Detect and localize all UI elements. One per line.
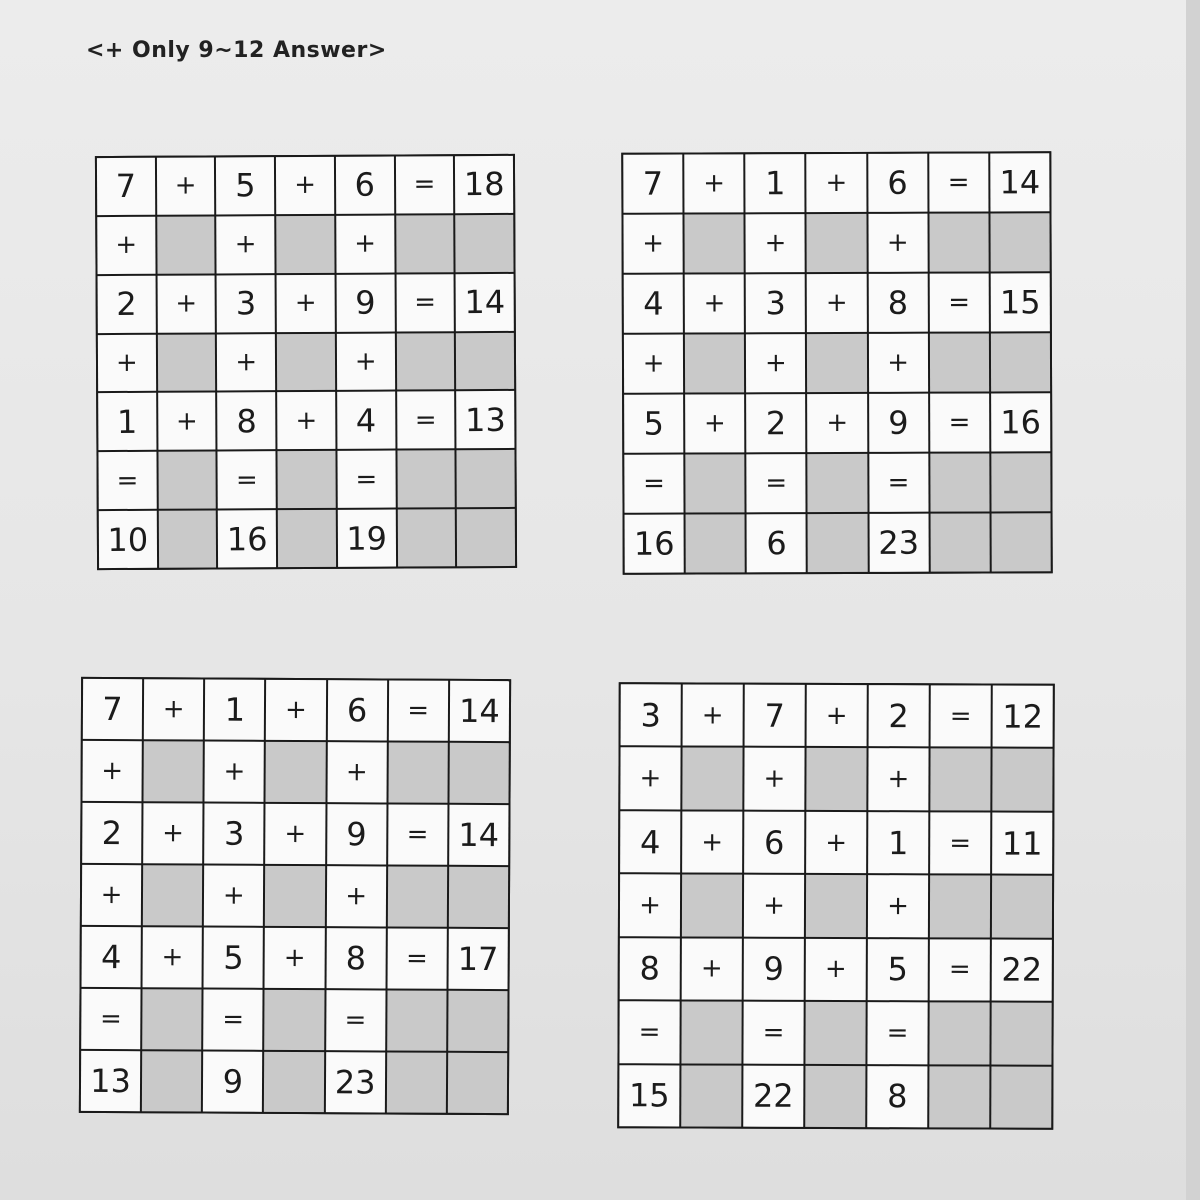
shaded-cell <box>991 513 1050 571</box>
shaded-cell <box>276 216 334 273</box>
plus-sign-cell: + <box>807 274 866 332</box>
plus-sign-cell: + <box>620 748 680 810</box>
plus-sign-cell: + <box>143 803 202 863</box>
sum-cell: 8 <box>867 1066 927 1128</box>
shaded-cell <box>396 333 454 390</box>
shaded-cell <box>387 1052 446 1112</box>
number-cell: 2 <box>869 685 929 747</box>
plus-sign-cell: + <box>685 394 744 452</box>
plus-sign-cell: + <box>624 335 683 393</box>
plus-sign-cell: + <box>276 157 334 214</box>
number-cell: 9 <box>336 274 394 331</box>
plus-sign-cell: + <box>158 393 216 450</box>
plus-sign-cell: + <box>266 680 325 740</box>
plus-sign-cell: + <box>265 928 324 988</box>
shaded-cell <box>930 876 990 938</box>
number-cell: 7 <box>83 679 142 739</box>
sum-cell: 22 <box>992 939 1052 1001</box>
shaded-cell <box>388 866 447 926</box>
equals-sign-cell: = <box>387 928 446 988</box>
number-cell: 4 <box>82 927 141 987</box>
number-cell: 7 <box>623 155 682 213</box>
shaded-cell <box>992 749 1052 811</box>
shaded-cell <box>278 451 336 508</box>
sum-cell: 14 <box>990 153 1049 211</box>
plus-sign-cell: + <box>97 217 155 274</box>
number-cell: 6 <box>336 157 394 214</box>
equals-sign-cell: = <box>930 939 990 1001</box>
number-cell: 4 <box>620 811 680 873</box>
plus-sign-cell: + <box>336 215 394 272</box>
number-cell: 5 <box>868 939 928 1001</box>
number-cell: 8 <box>218 393 276 450</box>
equals-sign-cell: = <box>869 454 928 512</box>
puzzle-grid-3 <box>79 677 511 1115</box>
number-cell: 9 <box>869 394 928 452</box>
shaded-cell <box>388 742 447 802</box>
puzzle-grid-2 <box>621 151 1052 574</box>
plus-sign-cell: + <box>868 334 927 392</box>
shaded-cell <box>991 1066 1051 1128</box>
plus-sign-cell: + <box>682 811 742 873</box>
number-cell: 3 <box>217 275 275 332</box>
shaded-cell <box>929 213 988 271</box>
sum-cell: 13 <box>456 391 514 448</box>
shaded-cell <box>991 453 1050 511</box>
plus-sign-cell: + <box>868 214 927 272</box>
shaded-cell <box>685 454 744 512</box>
shaded-cell <box>808 514 867 572</box>
sum-cell: 16 <box>625 515 684 573</box>
equals-sign-cell: = <box>98 452 156 509</box>
number-cell: 4 <box>624 275 683 333</box>
equals-sign-cell: = <box>388 804 447 864</box>
shaded-cell <box>456 332 514 389</box>
plus-sign-cell: + <box>217 334 275 391</box>
plus-sign-cell: + <box>326 866 385 926</box>
number-cell: 4 <box>337 392 395 449</box>
number-cell: 3 <box>621 684 681 746</box>
shaded-cell <box>396 215 454 272</box>
number-cell: 2 <box>98 275 156 332</box>
plus-sign-cell: + <box>157 275 215 332</box>
number-cell: 6 <box>868 154 927 212</box>
shaded-cell <box>929 1066 989 1128</box>
sum-cell: 14 <box>450 681 509 741</box>
equals-sign-cell: = <box>747 454 806 512</box>
plus-sign-cell: + <box>807 685 867 747</box>
shaded-cell <box>448 1053 507 1113</box>
sum-cell: 12 <box>993 686 1053 748</box>
plus-sign-cell: + <box>157 157 215 214</box>
plus-sign-cell: + <box>217 216 275 273</box>
plus-sign-cell: + <box>337 333 395 390</box>
number-cell: 1 <box>868 812 928 874</box>
equals-sign-cell: = <box>930 393 989 451</box>
equals-sign-cell: = <box>395 156 453 213</box>
equals-sign-cell: = <box>931 685 991 747</box>
equals-sign-cell: = <box>929 153 988 211</box>
shaded-cell <box>681 1002 741 1064</box>
number-cell: 7 <box>97 158 155 215</box>
number-cell: 1 <box>746 154 805 212</box>
sum-cell: 6 <box>747 514 806 572</box>
number-cell: 1 <box>98 393 156 450</box>
page-heading: <+ Only 9~12 Answer> <box>86 38 387 63</box>
number-cell: 6 <box>744 812 804 874</box>
equals-sign-cell: = <box>397 392 455 449</box>
sum-cell: 16 <box>991 393 1050 451</box>
puzzle-grid-1 <box>95 154 517 570</box>
shaded-cell <box>449 743 508 803</box>
number-cell: 3 <box>746 274 805 332</box>
number-cell: 3 <box>204 804 263 864</box>
number-cell: 1 <box>205 680 264 740</box>
shaded-cell <box>265 990 324 1050</box>
plus-sign-cell: + <box>808 394 867 452</box>
equals-sign-cell: = <box>203 990 262 1050</box>
sum-cell: 9 <box>203 1052 262 1112</box>
shaded-cell <box>808 454 867 512</box>
number-cell: 5 <box>216 157 274 214</box>
shaded-cell <box>158 334 216 391</box>
shaded-cell <box>685 214 744 272</box>
shaded-cell <box>686 514 745 572</box>
shaded-cell <box>805 1002 865 1064</box>
shaded-cell <box>449 867 508 927</box>
puzzle-grid-4 <box>617 682 1055 1130</box>
equals-sign-cell: = <box>929 273 988 331</box>
page-edge <box>1186 0 1200 1200</box>
sum-cell: 18 <box>455 156 513 213</box>
plus-sign-cell: + <box>620 875 680 937</box>
shaded-cell <box>685 334 744 392</box>
plus-sign-cell: + <box>327 742 386 802</box>
plus-sign-cell: + <box>277 392 335 449</box>
shaded-cell <box>142 989 201 1049</box>
number-cell: 5 <box>204 928 263 988</box>
shaded-cell <box>448 991 507 1051</box>
shaded-cell <box>387 990 446 1050</box>
shaded-cell <box>142 1051 201 1111</box>
plus-sign-cell: + <box>144 679 203 739</box>
shaded-cell <box>930 749 990 811</box>
number-cell: 2 <box>82 803 141 863</box>
equals-sign-cell: = <box>624 455 683 513</box>
sum-cell: 13 <box>81 1051 140 1111</box>
shaded-cell <box>278 510 336 567</box>
shaded-cell <box>266 742 325 802</box>
sum-cell: 11 <box>992 812 1052 874</box>
equals-sign-cell: = <box>337 451 395 508</box>
sum-cell: 22 <box>743 1065 803 1127</box>
shaded-cell <box>277 333 335 390</box>
sum-cell: 14 <box>456 274 514 331</box>
number-cell: 2 <box>746 394 805 452</box>
plus-sign-cell: + <box>744 748 804 810</box>
shaded-cell <box>930 333 989 391</box>
equals-sign-cell: = <box>218 451 276 508</box>
plus-sign-cell: + <box>685 274 744 332</box>
plus-sign-cell: + <box>746 334 805 392</box>
shaded-cell <box>397 509 455 566</box>
shaded-cell <box>682 875 742 937</box>
equals-sign-cell: = <box>619 1001 679 1063</box>
number-cell: 9 <box>744 938 804 1000</box>
shaded-cell <box>806 875 866 937</box>
sum-cell: 16 <box>218 510 276 567</box>
plus-sign-cell: + <box>682 938 742 1000</box>
number-cell: 6 <box>327 680 386 740</box>
equals-sign-cell: = <box>396 274 454 331</box>
sum-cell: 23 <box>325 1052 384 1112</box>
equals-sign-cell: = <box>867 1002 927 1064</box>
shaded-cell <box>143 865 202 925</box>
plus-sign-cell: + <box>266 804 325 864</box>
shaded-cell <box>929 1002 989 1064</box>
sum-cell: 17 <box>448 929 507 989</box>
plus-sign-cell: + <box>143 927 202 987</box>
number-cell: 8 <box>868 274 927 332</box>
plus-sign-cell: + <box>82 865 141 925</box>
plus-sign-cell: + <box>746 214 805 272</box>
sum-cell: 15 <box>619 1065 679 1127</box>
sum-cell: 19 <box>338 510 396 567</box>
shaded-cell <box>457 450 515 507</box>
number-cell: 5 <box>624 395 683 453</box>
shaded-cell <box>265 866 324 926</box>
shaded-cell <box>158 511 216 568</box>
number-cell: 9 <box>327 804 386 864</box>
plus-sign-cell: + <box>868 749 928 811</box>
shaded-cell <box>990 213 1049 271</box>
shaded-cell <box>807 334 866 392</box>
sum-cell: 10 <box>99 511 157 568</box>
number-cell: 8 <box>326 928 385 988</box>
shaded-cell <box>992 876 1052 938</box>
sum-cell: 14 <box>449 805 508 865</box>
plus-sign-cell: + <box>277 275 335 332</box>
equals-sign-cell: = <box>389 680 448 740</box>
shaded-cell <box>457 509 515 566</box>
plus-sign-cell: + <box>82 741 141 801</box>
plus-sign-cell: + <box>744 875 804 937</box>
shaded-cell <box>805 1065 865 1127</box>
shaded-cell <box>681 1065 741 1127</box>
plus-sign-cell: + <box>684 154 743 212</box>
plus-sign-cell: + <box>868 875 928 937</box>
equals-sign-cell: = <box>326 990 385 1050</box>
plus-sign-cell: + <box>807 154 866 212</box>
shaded-cell <box>991 333 1050 391</box>
shaded-cell <box>807 214 866 272</box>
shaded-cell <box>682 748 742 810</box>
plus-sign-cell: + <box>806 939 866 1001</box>
plus-sign-cell: + <box>683 684 743 746</box>
sum-cell: 15 <box>991 273 1050 331</box>
shaded-cell <box>264 1052 323 1112</box>
shaded-cell <box>144 741 203 801</box>
equals-sign-cell: = <box>81 989 140 1049</box>
number-cell: 7 <box>745 685 805 747</box>
plus-sign-cell: + <box>623 215 682 273</box>
plus-sign-cell: + <box>204 866 263 926</box>
shaded-cell <box>991 1003 1051 1065</box>
shaded-cell <box>397 451 455 508</box>
shaded-cell <box>158 452 216 509</box>
shaded-cell <box>456 215 514 272</box>
shaded-cell <box>930 513 989 571</box>
plus-sign-cell: + <box>98 334 156 391</box>
shaded-cell <box>806 748 866 810</box>
equals-sign-cell: = <box>743 1002 803 1064</box>
shaded-cell <box>157 216 215 273</box>
shaded-cell <box>930 453 989 511</box>
plus-sign-cell: + <box>806 812 866 874</box>
number-cell: 8 <box>620 938 680 1000</box>
sum-cell: 23 <box>869 514 928 572</box>
equals-sign-cell: = <box>930 812 990 874</box>
plus-sign-cell: + <box>205 742 264 802</box>
